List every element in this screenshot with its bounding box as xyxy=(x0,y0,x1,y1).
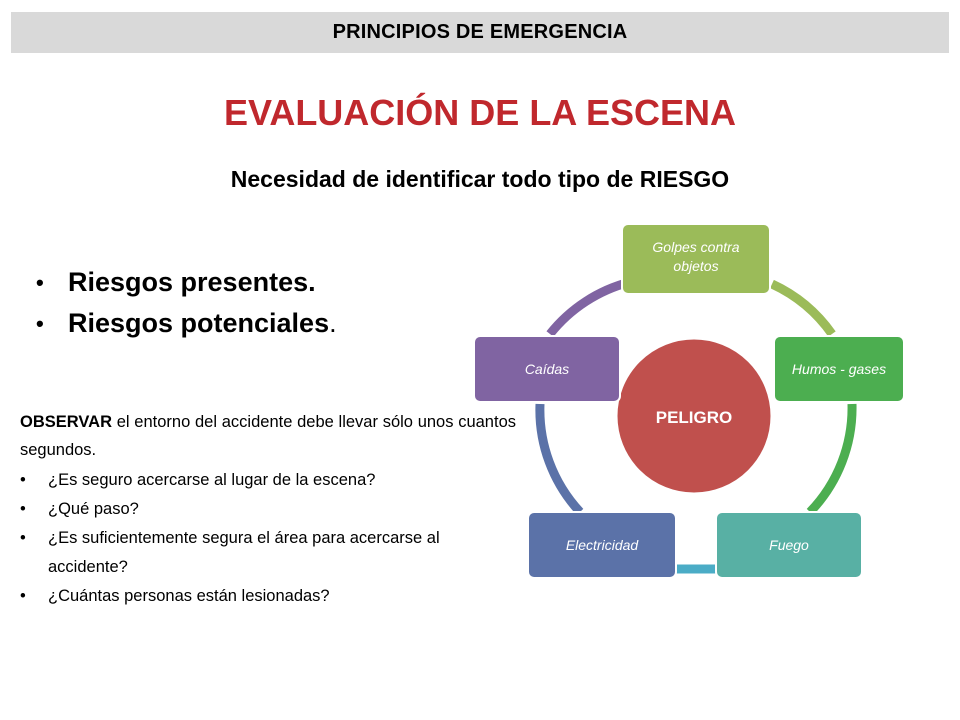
bullet-icon: • xyxy=(20,529,26,547)
ring-arc-golpes-humos xyxy=(772,284,832,334)
risk-item-trail: . xyxy=(329,308,337,338)
page-subtitle: Necesidad de identificar todo tipo de RIESGO xyxy=(230,166,730,192)
header-band xyxy=(11,12,949,53)
ring-arc-caidas-golpes xyxy=(550,282,630,334)
list-item xyxy=(20,524,490,582)
node-golpes-line1: Golpes contra xyxy=(652,239,740,255)
node-caidas xyxy=(474,336,620,402)
band-title: PRINCIPIOS DE EMERGENCIA xyxy=(332,21,628,43)
question-text: ¿Es suficientemente segura el área para acercarse al accidente? xyxy=(48,529,440,576)
question-text: ¿Es seguro acercarse al lugar de la escena? xyxy=(48,471,376,489)
risk-item-text: Riesgos potenciales xyxy=(68,308,330,338)
list-item xyxy=(20,495,490,524)
risk-item-text: Riesgos presentes. xyxy=(68,267,316,297)
node-golpes xyxy=(622,224,770,294)
node-humos-label: Humos - gases xyxy=(791,361,887,377)
node-electricidad xyxy=(528,512,676,578)
observe-lead-bold: OBSERVAR xyxy=(20,413,112,431)
node-humos xyxy=(774,336,904,402)
bullet-icon: • xyxy=(20,471,26,489)
list-item xyxy=(20,466,490,495)
bullet-icon: • xyxy=(20,587,26,605)
node-golpes-line2: objetos xyxy=(673,258,719,274)
list-item xyxy=(36,303,337,344)
hazard-cycle-diagram xyxy=(470,222,950,592)
node-fuego-label: Fuego xyxy=(769,537,809,553)
question-text: ¿Cuántas personas están lesionadas? xyxy=(48,587,330,605)
question-text: ¿Qué paso? xyxy=(48,500,139,518)
risk-list xyxy=(36,262,337,344)
center-label: PELIGRO xyxy=(655,408,733,427)
list-item xyxy=(20,582,490,611)
node-caidas-label: Caídas xyxy=(524,361,570,377)
question-list xyxy=(20,466,490,611)
bullet-icon: • xyxy=(36,311,44,336)
observe-lead-rest: el entorno del accidente debe llevar sólo unos cuantos segundos. xyxy=(20,413,516,459)
bullet-icon: • xyxy=(20,500,26,518)
observe-paragraph xyxy=(20,408,516,464)
node-electricidad-label: Electricidad xyxy=(565,537,639,553)
bullet-icon: • xyxy=(36,270,44,295)
node-fuego xyxy=(716,512,862,578)
ring-arc-humos-fuego xyxy=(810,404,852,512)
ring-arc-electricidad-caidas xyxy=(540,404,580,512)
list-item xyxy=(36,262,337,303)
page-title: EVALUACIÓN DE LA ESCENA xyxy=(223,92,737,133)
